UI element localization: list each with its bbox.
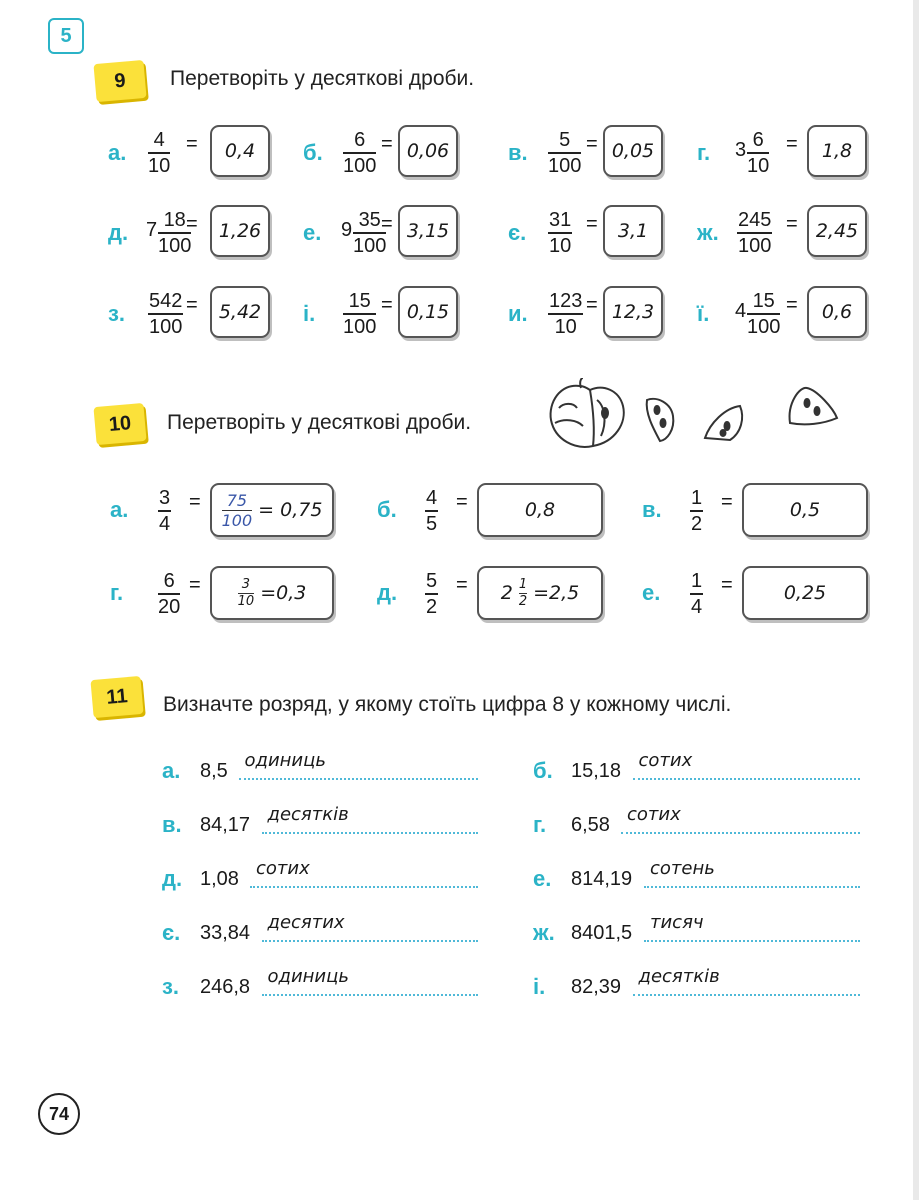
answer-value: =0,3 <box>260 582 307 604</box>
answer-fraction <box>519 578 527 609</box>
ex10-item-fraction-denominator: 5 <box>426 513 438 535</box>
ex9-item-fraction-bar <box>148 152 170 154</box>
ex10-item-fraction-bar <box>690 510 703 512</box>
ex9-item-letter: д. <box>108 220 129 245</box>
ex9-item-fraction-numerator: 31 <box>549 209 572 231</box>
ex9-item-fraction-bar <box>343 152 376 154</box>
ex11-answer-line <box>262 940 479 942</box>
ex11-answer: десятків <box>638 966 720 987</box>
page-edge <box>913 0 919 1200</box>
ex9-answer-box[interactable]: 12,3 <box>603 286 663 338</box>
equals-sign: = <box>456 574 468 596</box>
ex11-item-letter: б. <box>533 758 553 783</box>
equals-sign: = <box>786 294 798 316</box>
ex10-item-fraction-bar <box>158 510 171 512</box>
equals-sign: = <box>786 213 798 235</box>
ex9-item-fraction-numerator: 35 <box>358 209 381 231</box>
equals-sign: = <box>189 574 201 596</box>
ex9-answer-box[interactable]: 1,8 <box>807 125 867 177</box>
ex11-item-letter: і. <box>533 974 546 999</box>
ex9-answer-box[interactable]: 3,15 <box>398 205 458 257</box>
ex9-item-fraction <box>737 209 772 257</box>
ex9-item-fraction-numerator: 15 <box>752 290 775 312</box>
ex9-item-fraction-denominator: 10 <box>549 235 572 257</box>
ex9-item-fraction-bar <box>747 152 769 154</box>
ex9-item-fraction-bar <box>548 313 583 315</box>
ex10-item-letter: а. <box>110 497 129 522</box>
answer-fraction-denominator: 10 <box>237 593 255 609</box>
equals-sign: = <box>586 294 598 316</box>
fruit-slices-illustration <box>545 378 845 453</box>
ex9-item-fraction-bar <box>343 313 376 315</box>
ex9-item-letter: е. <box>303 220 322 245</box>
ex9-item-whole: 7 <box>146 219 158 241</box>
ex9-item-fraction-numerator: 5 <box>559 129 571 151</box>
answer-fraction-numerator: 75 <box>226 490 248 510</box>
ex9-answer-box[interactable]: 0,15 <box>398 286 458 338</box>
ex9-item-fraction <box>343 129 376 177</box>
ex9-item-fraction-denominator: 10 <box>747 155 770 177</box>
ex11-item-number: 246,8 <box>200 976 251 998</box>
answer-value: 0,5 <box>789 499 821 521</box>
exercise-10-number: 10 <box>93 403 146 445</box>
ex11-answer-line <box>633 778 861 780</box>
ex10-item-fraction-denominator: 4 <box>159 513 171 535</box>
ex10-item-fraction-numerator: 4 <box>426 487 438 509</box>
ex9-item-fraction-bar <box>548 232 572 234</box>
ex9-answer-box[interactable]: 0,06 <box>398 125 458 177</box>
ex10-item-letter: г. <box>110 580 124 605</box>
ex9-item-fraction-numerator: 18 <box>163 209 186 231</box>
ex9-answer-box[interactable]: 2,45 <box>807 205 867 257</box>
ex11-answer-line <box>262 832 479 834</box>
ex10-item-fraction <box>425 487 438 535</box>
ex10-item-fraction-denominator: 4 <box>691 596 703 618</box>
exercise-9-number: 9 <box>93 60 146 102</box>
answer-fraction-denominator: 2 <box>518 593 528 609</box>
equals-sign: = <box>586 133 598 155</box>
ex9-answer-box[interactable]: 0,4 <box>210 125 270 177</box>
answer-fraction-denominator: 100 <box>221 510 253 530</box>
ex9-item-fraction <box>148 290 183 338</box>
ex10-item-fraction-bar <box>690 593 703 595</box>
ex9-item-fraction-denominator: 100 <box>158 235 192 257</box>
ex9-item-whole: 3 <box>735 139 747 161</box>
apple-quarter-icon <box>790 388 837 425</box>
ex11-answer: сотень <box>650 858 715 879</box>
equals-sign: = <box>186 133 198 155</box>
ex11-item-number: 82,39 <box>571 976 622 998</box>
ex9-item-fraction-denominator: 100 <box>149 316 183 338</box>
ex11-item-letter: є. <box>162 920 181 945</box>
ex10-answer-box[interactable] <box>742 483 868 537</box>
ex11-item-number: 8,5 <box>200 760 228 782</box>
ex11-answer: сотих <box>638 750 693 771</box>
ex9-item-fraction <box>548 290 583 338</box>
ex9-item-letter: г. <box>697 140 711 165</box>
equals-sign: = <box>786 133 798 155</box>
ex9-answer-box[interactable]: 5,42 <box>210 286 270 338</box>
ex10-answer-box[interactable] <box>477 483 603 537</box>
ex9-item-fraction-denominator: 10 <box>148 155 171 177</box>
ex10-item-fraction-bar <box>158 593 180 595</box>
ex11-answer-line <box>644 940 860 942</box>
ex11-item-number: 6,58 <box>571 814 610 836</box>
ex9-item-letter: и. <box>508 301 528 326</box>
answer-value: =2,5 <box>533 582 580 604</box>
ex9-item-whole: 9 <box>341 219 353 241</box>
ex9-item-letter: а. <box>108 140 127 165</box>
ex9-item-fraction <box>747 290 780 338</box>
ex9-item-fraction-bar <box>747 313 780 315</box>
ex11-item-number: 814,19 <box>571 868 633 890</box>
chapter-badge: 5 <box>48 18 84 54</box>
ex9-answer-box[interactable]: 0,05 <box>603 125 663 177</box>
ex9-item-fraction-numerator: 6 <box>354 129 366 151</box>
equals-sign: = <box>456 491 468 513</box>
ex9-item-fraction-numerator: 4 <box>153 129 165 151</box>
answer-fraction-numerator: 3 <box>241 576 251 592</box>
ex9-item-fraction-numerator: 6 <box>752 129 764 151</box>
ex11-answer: сотих <box>627 804 681 825</box>
ex9-item-fraction-bar <box>148 313 183 315</box>
answer-whole: 2 <box>500 582 513 604</box>
equals-sign: = <box>381 213 393 235</box>
ex10-item-fraction-denominator: 20 <box>158 596 181 618</box>
ex10-item-fraction-numerator: 1 <box>691 570 703 592</box>
ex10-item-fraction-numerator: 3 <box>159 487 171 509</box>
ex9-item-fraction <box>343 290 376 338</box>
apple-slice-icon <box>647 399 674 441</box>
ex9-item-fraction-denominator: 100 <box>343 155 377 177</box>
equals-sign: = <box>586 213 598 235</box>
ex9-item-fraction-denominator: 100 <box>747 316 781 338</box>
ex9-answer-box[interactable]: 3,1 <box>603 205 663 257</box>
ex10-item-letter: в. <box>642 497 662 522</box>
apple-icon <box>551 378 624 447</box>
ex9-item-fraction <box>747 129 769 177</box>
ex10-item-letter: б. <box>377 497 397 522</box>
ex9-item-fraction-denominator: 100 <box>548 155 582 177</box>
answer-value: = 0,75 <box>258 499 323 521</box>
exercise-11-number: 11 <box>90 676 143 718</box>
ex11-answer: одиниць <box>267 966 349 987</box>
equals-sign: = <box>721 574 733 596</box>
ex11-answer-line <box>262 994 479 996</box>
ex10-answer-box[interactable] <box>210 483 334 537</box>
ex11-item-letter: ж. <box>533 920 555 945</box>
ex9-item-fraction-denominator: 10 <box>554 316 577 338</box>
ex10-item-fraction-denominator: 2 <box>691 513 703 535</box>
ex10-item-fraction <box>158 487 171 535</box>
equals-sign: = <box>381 133 393 155</box>
ex9-item-fraction <box>548 209 572 257</box>
ex10-item-fraction-denominator: 2 <box>426 596 438 618</box>
equals-sign: = <box>186 213 198 235</box>
ex10-item-fraction <box>425 570 438 618</box>
ex11-answer-line <box>633 994 861 996</box>
ex11-item-letter: з. <box>162 974 180 999</box>
answer-fraction <box>222 492 253 529</box>
apple-wedge-icon <box>705 406 742 440</box>
ex11-item-letter: а. <box>162 758 181 783</box>
ex10-item-fraction-bar <box>425 510 438 512</box>
ex9-item-letter: є. <box>508 220 527 245</box>
answer-value: 0,8 <box>524 499 556 521</box>
ex11-item-number: 1,08 <box>200 868 239 890</box>
ex10-item-fraction-bar <box>425 593 438 595</box>
exercise-10-title: Перетворіть у десяткові дроби. <box>167 411 472 434</box>
answer-fraction <box>238 578 255 609</box>
ex9-item-letter: з. <box>108 301 126 326</box>
ex9-item-letter: ж. <box>697 220 719 245</box>
ex11-item-number: 15,18 <box>571 760 622 782</box>
ex11-answer: одиниць <box>244 750 326 771</box>
ex9-item-whole: 4 <box>735 300 747 322</box>
ex9-answer-box[interactable]: 1,26 <box>210 205 270 257</box>
ex10-item-fraction-numerator: 1 <box>691 487 703 509</box>
ex9-item-letter: б. <box>303 140 323 165</box>
answer-fraction-numerator: 1 <box>518 576 528 592</box>
exercise-11-title: Визначте розряд, у якому стоїть цифра 8 у кожному числі. <box>163 693 732 716</box>
ex9-item-letter: ї. <box>697 301 710 326</box>
ex11-item-letter: е. <box>533 866 552 891</box>
ex9-answer-box[interactable]: 0,6 <box>807 286 867 338</box>
answer-value: 0,25 <box>783 582 827 604</box>
ex11-answer-line <box>644 886 860 888</box>
ex10-item-fraction-numerator: 5 <box>426 570 438 592</box>
ex11-answer-line <box>250 886 478 888</box>
ex10-answer-box[interactable] <box>477 566 603 620</box>
ex9-item-fraction-bar <box>548 152 581 154</box>
equals-sign: = <box>721 491 733 513</box>
ex11-item-number: 8401,5 <box>571 922 633 944</box>
ex9-item-fraction <box>148 129 170 177</box>
ex9-item-fraction <box>548 129 581 177</box>
ex9-item-fraction-numerator: 123 <box>549 290 583 312</box>
page-number: 74 <box>38 1093 80 1135</box>
equals-sign: = <box>189 491 201 513</box>
ex9-item-letter: в. <box>508 140 528 165</box>
ex11-answer-line <box>621 832 860 834</box>
ex10-answer-box[interactable] <box>210 566 334 620</box>
ex9-item-fraction-numerator: 245 <box>738 209 772 231</box>
ex9-item-fraction-denominator: 100 <box>343 316 377 338</box>
ex11-item-letter: г. <box>533 812 547 837</box>
ex11-item-letter: д. <box>162 866 183 891</box>
ex11-answer-line <box>239 778 479 780</box>
ex11-item-number: 84,17 <box>200 814 251 836</box>
ex10-item-fraction <box>690 570 703 618</box>
ex11-answer: десятків <box>267 804 349 825</box>
ex10-item-letter: е. <box>642 580 661 605</box>
ex9-item-fraction-denominator: 100 <box>353 235 387 257</box>
ex9-item-fraction-denominator: 100 <box>738 235 772 257</box>
ex10-item-fraction <box>690 487 703 535</box>
ex11-item-number: 33,84 <box>200 922 251 944</box>
ex9-item-fraction-numerator: 15 <box>348 290 371 312</box>
exercise-9-title: Перетворіть у десяткові дроби. <box>170 67 475 90</box>
ex11-answer: сотих <box>256 858 310 879</box>
ex11-item-letter: в. <box>162 812 182 837</box>
ex10-answer-box[interactable] <box>742 566 868 620</box>
ex11-answer: десятих <box>267 912 345 933</box>
ex9-item-fraction-numerator: 542 <box>149 290 183 312</box>
ex11-answer: тисяч <box>650 912 704 933</box>
ex9-item-fraction-bar <box>737 232 772 234</box>
equals-sign: = <box>381 294 393 316</box>
ex10-item-fraction <box>158 570 180 618</box>
equals-sign: = <box>186 294 198 316</box>
ex10-item-letter: д. <box>377 580 398 605</box>
ex10-item-fraction-numerator: 6 <box>163 570 175 592</box>
ex9-item-letter: і. <box>303 301 316 326</box>
